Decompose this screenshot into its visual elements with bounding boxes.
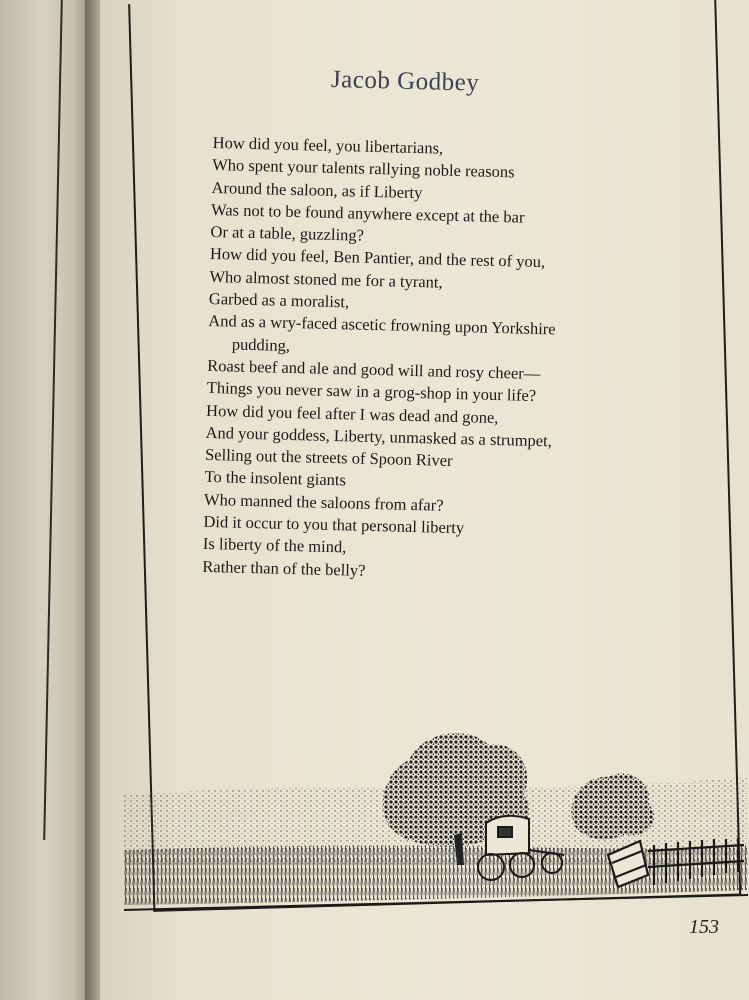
poem-line: Rather than of the belly? <box>202 556 366 580</box>
poem-line: Selling out the streets of Spoon River <box>204 445 453 471</box>
poem-line: pudding, <box>231 334 291 355</box>
book-page <box>100 0 749 1000</box>
poem-line: Or at a table, guzzling? <box>210 222 365 245</box>
poem-line: How did you feel, Ben Pantier, and the rest of you, <box>209 244 546 272</box>
poem-line: Who almost stoned me for a tyrant, <box>209 266 443 292</box>
poem-line: Things you never saw in a grog-shop in your life? <box>206 378 537 406</box>
poem-line: Did it occur to you that personal liberty <box>203 511 465 538</box>
poem-line: Who spent your talents rallying noble reasons <box>211 155 515 182</box>
poem-line: Who manned the saloons from afar? <box>203 489 444 515</box>
landscape-illustration <box>124 715 748 915</box>
poem-line: Garbed as a moralist, <box>208 289 350 312</box>
poem-line: Was not to be found anywhere except at the bar <box>210 199 525 227</box>
poem-text <box>202 132 673 589</box>
poem-line: Is liberty of the mind, <box>202 534 347 557</box>
poem-line: Roast beef and ale and good will and rosy cheer— <box>207 355 541 384</box>
poem-line: How did you feel after I was dead and gone, <box>205 400 499 427</box>
poem-line: Around the saloon, as if Liberty <box>211 177 423 202</box>
poem-line: How did you feel, you libertarians, <box>212 132 444 158</box>
page-number: 153 <box>689 916 719 938</box>
previous-page-edge <box>0 0 92 1000</box>
poem-line: And as a wry-faced ascetic frowning upon Yorkshire <box>208 311 556 339</box>
poem-title: Jacob Godbey <box>330 66 480 97</box>
poem-line: And your goddess, Liberty, unmasked as a strumpet, <box>205 422 553 451</box>
poem-line: To the insolent giants <box>204 467 347 490</box>
